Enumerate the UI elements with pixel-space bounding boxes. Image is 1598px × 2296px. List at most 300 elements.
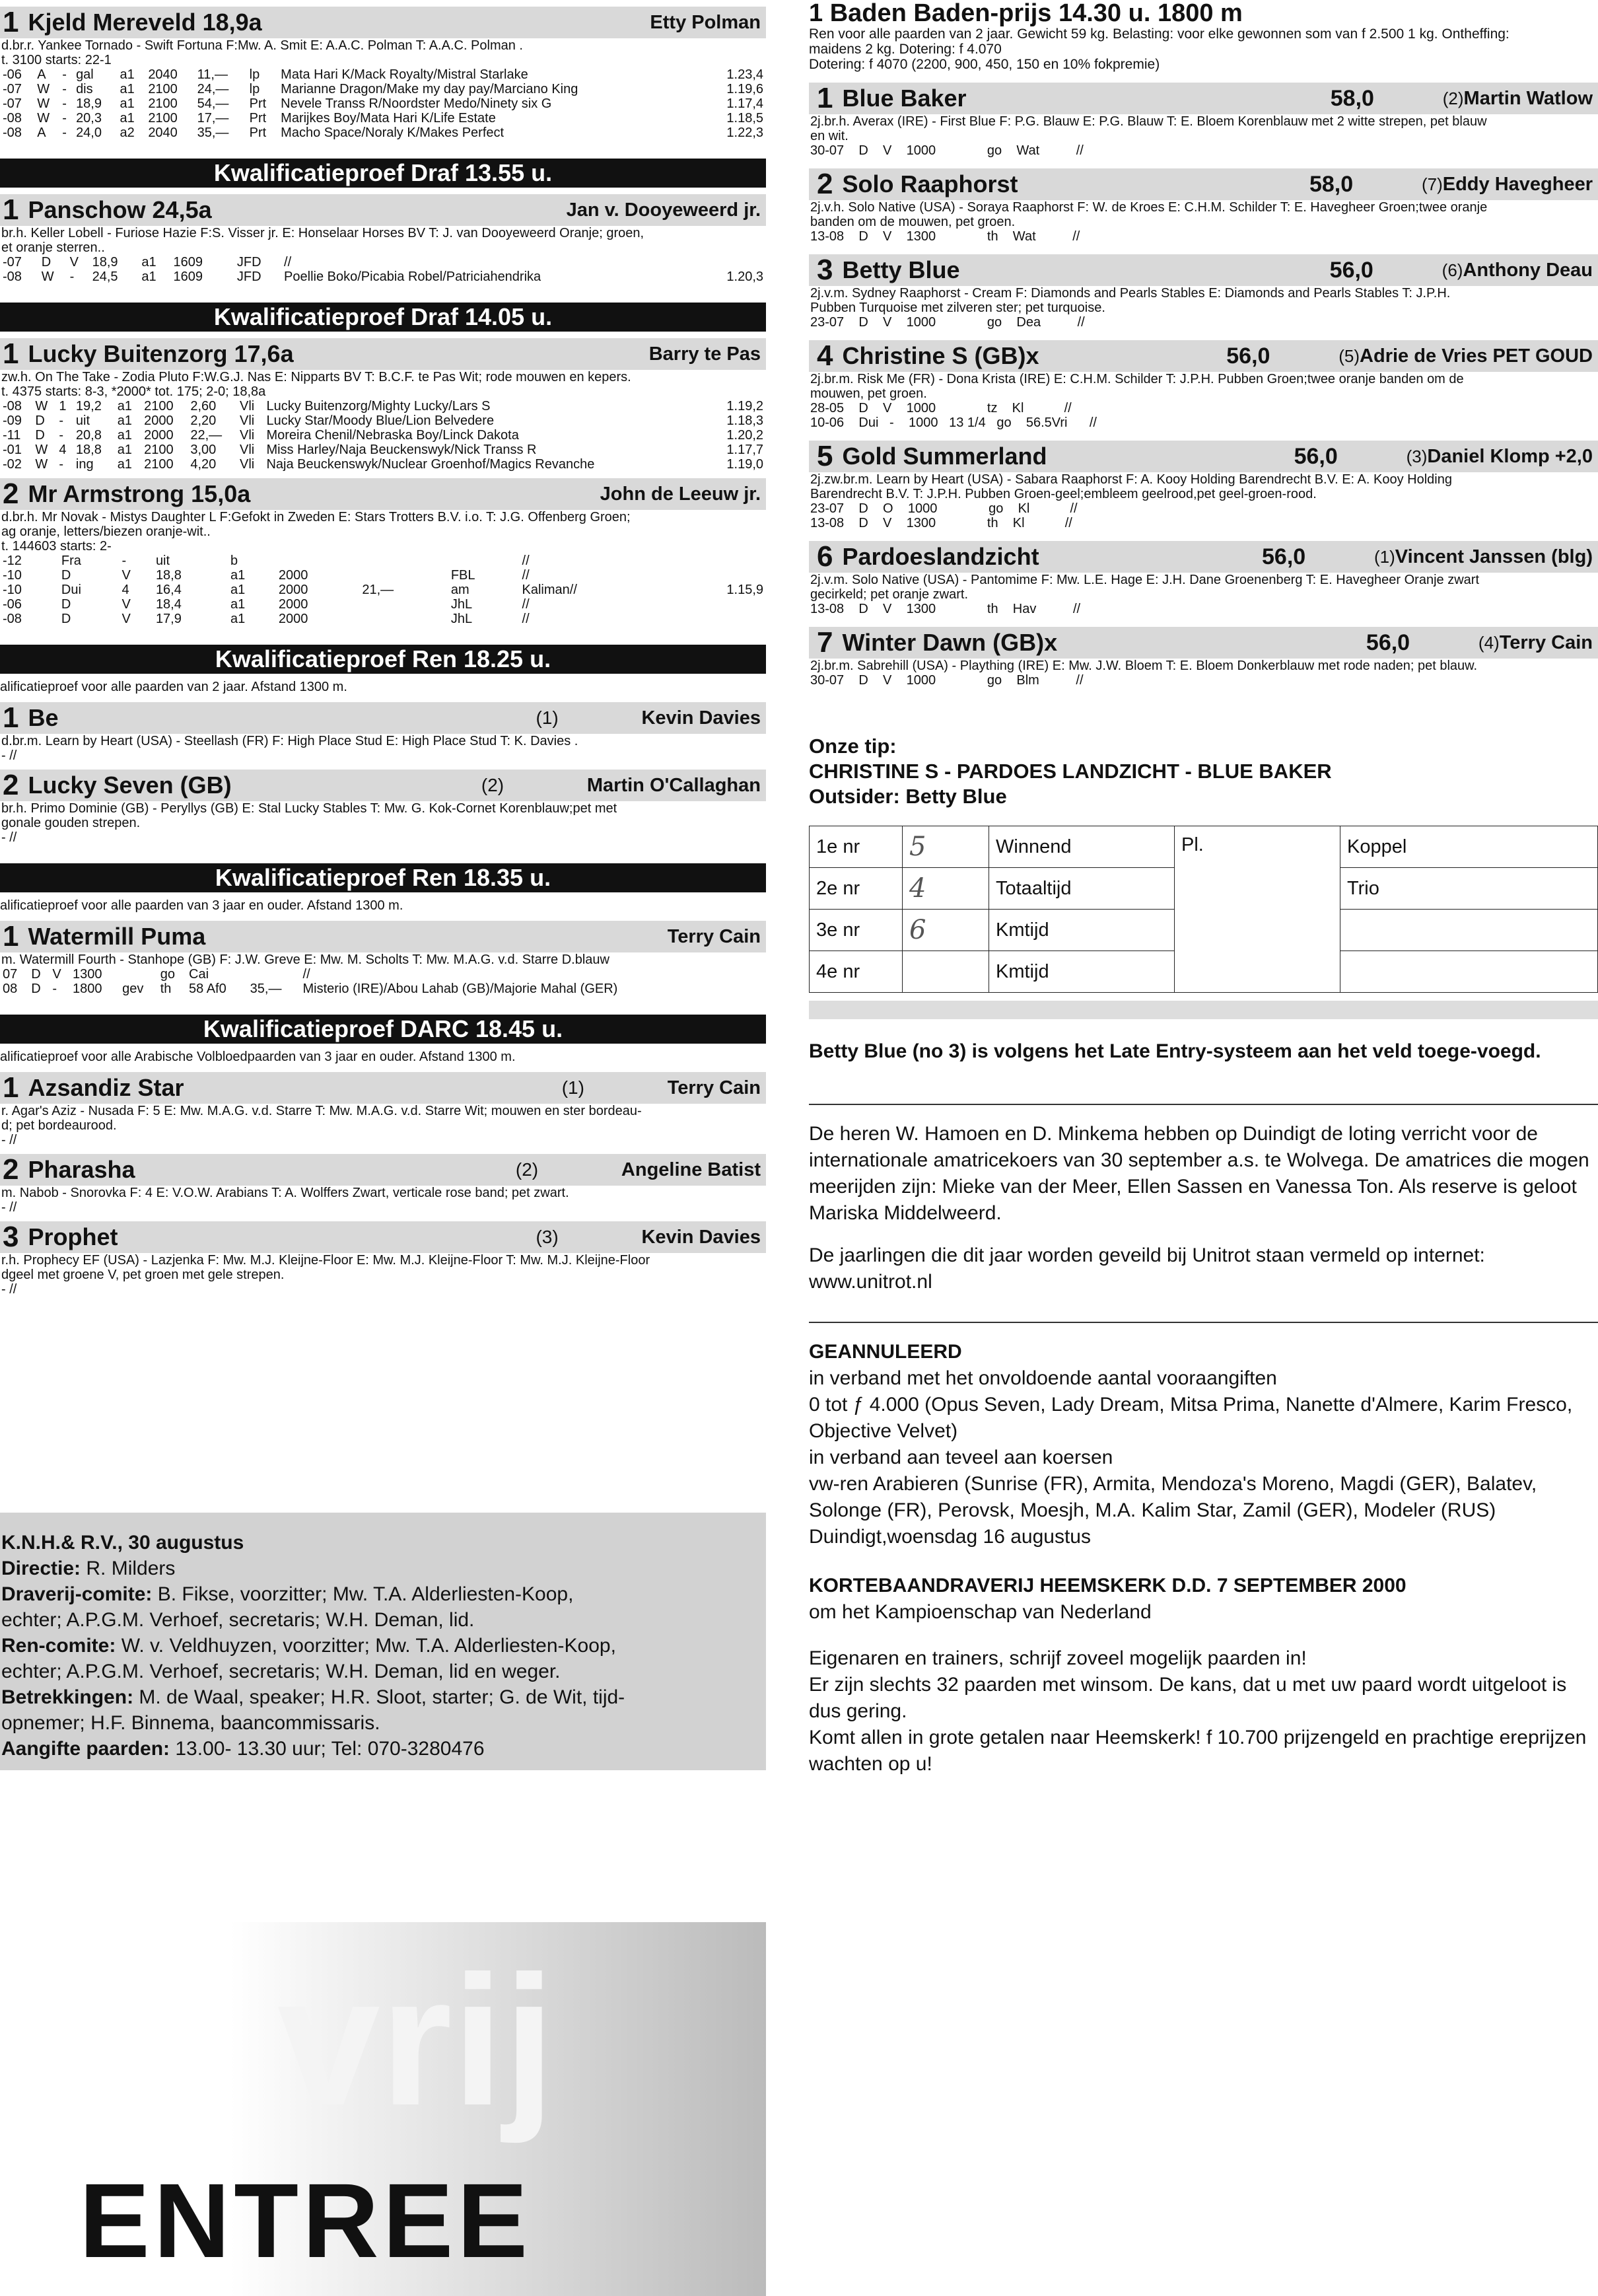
form-cell: 1.20,2 [726,428,763,443]
form-cell: D [61,597,71,612]
form-cell: Mata Hari K/Mack Royalty/Mistral Starlake [281,67,528,82]
kortebaan-subtitle: om het Kampioenschap van Nederland [809,1601,1152,1623]
form-cell: W [41,269,54,284]
horse-name: Lucky Buitenzorg 17,6a [28,340,294,367]
form-cell [359,597,448,612]
horse-info-line: t. 144603 starts: 2- [1,539,112,554]
form-cell: 1.22,3 [726,126,763,140]
form-cell: 2000 [144,413,174,428]
form-cell: 2000 [278,568,308,583]
horse-info-line: - // [1,1282,17,1297]
jockey-name: Daniel Klomp +2,0 [1427,445,1593,467]
form-cell: D [35,428,45,443]
form-cell: 4 [59,443,67,457]
form-cell: 1.23,4 [726,67,763,82]
geannuleerd-line: in verband met het onvoldoende aantal vooraangiften [809,1367,1277,1389]
horse-draw: (7) [1421,174,1443,194]
form-cell: 54,— [197,96,229,111]
form-cell: 2100 [144,399,174,413]
horse-header [0,478,766,510]
horse-entry [0,1154,766,1215]
horse-weight: 58,0 [1330,85,1374,111]
form-cell: Prt [249,126,267,140]
form-cell: 21,— [362,583,394,597]
form-cell: W [35,443,48,457]
announcement-text: echter; A.P.G.M. Verhoef, secretaris; W.H. Deman, lid. [1,1609,475,1631]
form-cell: 20,8 [75,428,102,443]
announcement-line [1,1607,766,1633]
horse-header [0,770,766,801]
horse-entry [0,338,766,472]
form-cell: JhL [450,612,473,626]
form-cell: -10 [3,568,22,583]
form-cell: 24,5 [92,269,118,284]
horse-header [809,627,1598,659]
jockey-name: Kevin Davies [641,707,761,729]
horse-header [0,7,766,38]
form-cell: a1 [117,443,132,457]
kortebaan-line: Komt allen in grote getalen naar Heemskerk! f 10.700 prijzengeld en prachtige ereprijzen wachten op u! [809,1727,1587,1775]
announcement-line [1,1556,766,1581]
entree-text: ENTREE [79,2161,532,2279]
form-cell: -01 [3,443,22,457]
announcement-line [1,1530,766,1556]
form-cell: am [450,583,469,597]
bet-grid [809,826,1598,993]
horse-number: 1 [3,194,19,226]
form-cell: V [122,612,131,626]
horse-info-line: Barendrecht B.V. T: J.P.H. Pubben Groen-geel;embleem geelrood,pet geel-groen-rood. [810,487,1317,501]
form-cell: Marianne Dragon/Make my day pay/Marciano King [281,82,578,96]
announcement-label: Betrekkingen: [1,1686,139,1708]
form-cell: gal [76,67,94,82]
form-cell [665,597,766,612]
form-row [0,111,766,126]
form-cell: 2100 [148,111,178,126]
jockey-name: Angeline Batist [621,1159,761,1180]
form-cell: -12 [3,554,22,568]
geannuleerd-line: in verband aan teveel aan koersen [809,1447,1113,1468]
form-cell: 1.17,4 [726,96,763,111]
form-cell: 2000 [278,612,308,626]
form-cell: 35,— [250,982,282,996]
horse-name: Solo Raaphorst [842,170,1018,197]
race-title: 1 Baden Baden-prijs 14.30 u. 1800 m [809,0,1243,27]
announcement-text: 13.00- 13.30 uur; Tel: 070-3280476 [175,1738,485,1760]
form-cell: th [160,982,172,996]
horse-info-line: 2j.v.h. Solo Native (USA) - Soraya Raaphorst F: W. de Kroes E: C.H.M. Schilder T: E. Havegheer Groen;twee oranje [810,200,1488,215]
form-cell: gev [122,982,144,996]
horse-entry [809,340,1598,430]
divider [809,1104,1598,1105]
form-cell: Vli [240,413,255,428]
form-row [0,612,766,626]
grid-cell: Kmtijd [989,910,1175,951]
horse-number: 6 [817,540,833,573]
form-row [0,554,766,568]
horse-name: Blue Baker [842,85,967,112]
form-cell: -11 [3,428,21,443]
geannuleerd-title: GEANNULEERD [809,1341,962,1363]
horse-info-line: t. 3100 starts: 22-1 [1,53,112,67]
horse-weight: (2) [481,775,504,795]
form-cell: D [31,967,41,982]
form-row [0,126,766,140]
announcement-box [0,1513,766,1770]
left-column [0,0,766,1297]
horse-weight: 58,0 [1309,171,1354,197]
form-cell: -07 [3,82,22,96]
form-cell: 2100 [144,457,174,472]
horse-entry [809,441,1598,530]
form-cell: 4,20 [190,457,217,472]
form-cell: uit [155,554,170,568]
horse-info-line: - // [1,1133,17,1147]
form-cell: - [59,428,63,443]
horse-info-line: 2j.v.m. Solo Native (USA) - Pantomime F: Mw. L.E. Hage E: J.H. Dane Groenenberg T: E. Havegheer Oranje zwart [810,573,1479,587]
horse-header [0,1221,766,1253]
form-cell: Vli [240,399,255,413]
form-cell: // [284,255,292,269]
form-cell: Kaliman// [522,583,577,597]
form-table [0,255,766,284]
condition-line: Dotering: f 4070 (2200, 900, 450, 150 en 10% fokpremie) [809,57,1160,72]
form-cell: -08 [3,612,22,626]
horse-info-line: d; pet bordeaurood. [1,1118,117,1133]
form-cell: Vli [240,457,255,472]
form-cell: a1 [141,255,156,269]
geannuleerd-line: vw-ren Arabieren (Sunrise (FR), Armita, Mendoza's Moreno, Magdi (GER), Balatev, Solonge (FR), Perovsk, Moesjh, M.A. Kalim Star, Zamil (GER), Modeler (RUS) [809,1473,1537,1521]
form-cell: 2040 [148,126,178,140]
form-cell [359,612,448,626]
form-cell: // [522,554,530,568]
horse-info-line: 28-05 D V 1000 tz Kl // [810,401,1072,415]
horse-entry [809,83,1598,158]
horse-info-line: 13-08 D V 1300 th Hav // [810,602,1081,616]
horse-info-line: - // [1,748,17,763]
form-cell: JFD [236,255,261,269]
form-cell: 1.17,7 [726,443,763,457]
form-cell: Lucky Buitenzorg/Mighty Lucky/Lars S [266,399,491,413]
announcement-label: Directie: [1,1558,87,1579]
horse-header [809,83,1598,114]
form-table [0,399,766,472]
form-cell: 1609 [173,269,203,284]
horse-info-line: 2j.v.m. Sydney Raaphorst - Cream F: Diamonds and Pearls Stables E: Diamonds and Pearls Stables T: J.P.H. [810,286,1451,301]
announcement-text: M. de Waal, speaker; H.R. Sloot, starter; G. de Wit, tijd- [139,1686,625,1708]
horse-number: 2 [3,769,19,801]
form-row [0,67,766,82]
horse-number: 1 [3,6,19,38]
form-cell [120,967,158,982]
grid-cell: 5 [903,826,989,868]
horse-info-line: m. Watermill Fourth - Stanhope (GB) F: J.W. Greve E: Mw. M. Scholts T: Mw. M.A.G. v.d. Starre D.blauw [1,952,609,967]
horse-number: 3 [3,1221,19,1253]
announcement-text: W. v. Veldhuyzen, voorzitter; Mw. T.A. Alderliesten-Koop, [121,1635,616,1657]
form-cell: - [62,111,67,126]
horse-name: Winter Dawn (GB)x [842,629,1058,656]
horse-weight: 56,0 [1294,443,1338,469]
form-cell: 18,9 [92,255,118,269]
right-column [809,0,1598,1777]
horse-number: 1 [3,1071,19,1104]
horse-name: Pardoeslandzicht [842,543,1039,570]
form-cell: // [302,967,310,982]
form-cell: 19,2 [75,399,102,413]
kortebaan-title: KORTEBAANDRAVERIJ HEEMSKERK D.D. 7 SEPTEMBER 2000 [809,1575,1407,1596]
horse-name: Betty Blue [842,256,960,283]
horse-info-line: d.br.r. Yankee Tornado - Swift Fortuna F:Mw. A. Smit E: A.A.C. Polman T: A.A.C. Polman . [1,38,523,53]
horse-info-line: br.h. Keller Lobell - Furiose Hazie F:S. Visser jr. E: Honselaar Horses BV T: J. van Dooyeweerd Oranje; groen, [1,226,644,240]
kortebaan-line: Eigenaren en trainers, schrijf zoveel mogelijk paarden in! [809,1647,1307,1669]
form-row [0,967,766,982]
form-cell: 2,60 [190,399,217,413]
form-cell: 1.19,2 [726,399,763,413]
horse-draw: (6) [1442,260,1463,280]
yearlings-paragraph: De jaarlingen die dit jaar worden geveild bij Unitrot staan vermeld op internet: www.unitrot.nl [809,1244,1485,1293]
form-cell: 1.19,0 [726,457,763,472]
form-cell: Poellie Boko/Picabia Robel/Patriciahendrika [284,269,541,284]
grid-cell [903,951,989,993]
horse-info-line: 2j.br.m. Risk Me (FR) - Dona Krista (IRE) E: C.H.M. Schilder T: J.P.H. Pubben Groen;twee oranje banden om de [810,372,1464,386]
race-header-bar: Kwalificatieproef Draf 14.05 u. [0,303,766,332]
form-row [0,269,766,284]
grid-cell: Trio [1340,868,1598,910]
form-row [0,413,766,428]
form-cell: a1 [230,597,246,612]
announcement-label: Ren-comite: [1,1635,122,1657]
horse-number: 4 [817,340,833,372]
grid-cell: 6 [903,910,989,951]
horse-entry [809,254,1598,330]
form-cell: -09 [3,413,22,428]
form-cell: Prt [249,96,267,111]
form-cell: - [122,554,127,568]
grid-cell [1340,910,1598,951]
form-cell [758,967,766,982]
form-cell: Moreira Chenil/Nebraska Boy/Linck Dakota [266,428,519,443]
tip-line: Outsider: Betty Blue [809,785,1007,808]
form-cell: 1800 [72,982,102,996]
horse-entry [809,168,1598,244]
form-cell: V [52,967,61,982]
form-cell: - [59,413,63,428]
horse-info-line: 2j.br.m. Sabrehill (USA) - Plaything (IRE) E: Mw. J.W. Bloem T: E. Bloem Donkerblauw met rode naden; pet blauw. [810,659,1478,673]
form-cell: 17,9 [155,612,182,626]
form-cell [248,967,300,982]
grid-cell: 4 [903,868,989,910]
form-cell: -07 [3,96,22,111]
form-cell: 07 [3,967,18,982]
horse-entry [0,702,766,763]
horse-info-line: - // [1,1200,17,1215]
horse-entry [809,541,1598,616]
form-cell: W [37,96,50,111]
form-cell: 1609 [173,255,203,269]
form-cell: A [37,126,46,140]
announcement-line [1,1581,766,1607]
announcement-line [1,1736,766,1762]
horse-header [809,168,1598,200]
jockey-name: Jan v. Dooyeweerd jr. [566,199,761,221]
horse-weight: 56,0 [1366,629,1410,655]
form-row [0,96,766,111]
grid-cell: Koppel [1340,826,1598,868]
jockey-name: Kevin Davies [641,1226,761,1248]
form-row [0,82,766,96]
horse-name: Mr Armstrong 15,0a [28,480,251,507]
horse-info-line: 13-08 D V 1300 th Kl // [810,516,1072,530]
jockey-name: Anthony Deau [1463,259,1593,281]
form-row [0,583,766,597]
race-condition: alificatieproef voor alle Arabische Volbloedpaarden van 3 jaar en ouder. Afstand 1300 m. [0,1050,516,1064]
form-cell: - [59,457,63,472]
horse-info-line: zw.h. On The Take - Zodia Pluto F:W.G.J. Nas E: Nipparts BV T: B.C.F. te Pas Wit; rode mouwen en kepers. [1,370,631,384]
jockey-name: Etty Polman [650,11,761,33]
jockey-name: Adrie de Vries PET GOUD [1360,345,1593,367]
tip-line: CHRISTINE S - PARDOES LANDZICHT - BLUE BAKER [809,760,1332,783]
form-cell: Fra [61,554,81,568]
horse-name: Azsandiz Star [28,1074,184,1101]
horse-info-line: en wit. [810,129,849,143]
form-cell [226,269,234,284]
form-cell: -08 [3,269,22,284]
grid-cell: Totaaltijd [989,868,1175,910]
horse-weight: (1) [561,1077,584,1098]
horse-info-line: banden om de mouwen, pet groen. [810,215,1016,229]
gray-band [809,1001,1598,1019]
form-cell: D [35,413,45,428]
form-cell: -10 [3,583,22,597]
tip-line: Onze tip: [809,735,897,758]
form-cell: Marijkes Boy/Mata Hari K/Life Estate [281,111,496,126]
form-cell: D [31,982,41,996]
horse-name: Pharasha [28,1156,135,1183]
horse-header [0,1072,766,1104]
form-cell: 1.15,9 [726,583,763,597]
jockey-name: Eddy Havegheer [1442,173,1593,195]
form-row [0,428,766,443]
form-row [0,597,766,612]
grid-cell: Pl. [1175,826,1340,993]
announcement-line [1,1633,766,1659]
form-cell: a1 [141,269,156,284]
form-cell: -08 [3,126,22,140]
horse-entry [0,1072,766,1147]
horse-name: Watermill Puma [28,923,206,950]
form-cell: -08 [3,399,22,413]
horse-name: Kjeld Mereveld 18,9a [28,9,262,36]
form-cell: 20,3 [76,111,102,126]
horse-number: 2 [3,478,19,510]
horse-name: Lucky Seven (GB) [28,771,232,799]
form-row [0,982,766,996]
form-cell: FBL [450,568,475,583]
form-cell: 1300 [72,967,102,982]
form-cell [448,554,520,568]
form-cell: JhL [450,597,473,612]
horse-info-line: et oranje sterren.. [1,240,105,255]
form-row [0,443,766,457]
horse-number: 1 [3,338,19,370]
horse-info-line: 10-06 Dui - 1000 13 1/4 go 56.5Vri // [810,415,1097,430]
horse-draw: (2) [1442,88,1464,108]
horse-draw: (4) [1478,632,1500,653]
form-cell: 11,— [197,67,228,82]
form-cell: D [61,568,71,583]
horse-info-line: ag oranje, letters/biezen oranje-wit.. [1,524,211,539]
form-cell: 24,0 [76,126,102,140]
kortebaan-list [809,1645,1598,1777]
horse-info-line: 23-07 D V 1000 go Dea // [810,315,1085,330]
form-cell: b [230,554,238,568]
form-cell: // [522,568,530,583]
horse-entry [0,921,766,996]
horse-header [809,254,1598,286]
form-cell: // [522,612,530,626]
jockey-name: Vincent Janssen (blg) [1395,546,1593,567]
horse-info-line: mouwen, pet groen. [810,386,927,401]
form-row [0,568,766,583]
horse-number: 1 [817,82,833,114]
form-cell: a1 [117,457,132,472]
horse-weight: (2) [515,1159,539,1180]
horse-draw: (5) [1338,345,1360,366]
form-cell: Macho Space/Noraly K/Makes Perfect [281,126,504,140]
form-cell: a1 [120,82,135,96]
horse-header [809,340,1598,372]
form-cell: 16,4 [155,583,182,597]
form-cell: Vli [240,443,255,457]
horse-info-line: br.h. Primo Dominie (GB) - Peryllys (GB) E: Stal Lucky Stables T: Mw. G. Kok-Cornet Korenblauw;pet met [1,801,617,816]
form-cell: 3,00 [190,443,217,457]
form-cell: W [35,457,48,472]
form-cell: JFD [236,269,261,284]
horse-header [0,194,766,226]
horse-header [0,702,766,734]
form-cell: ing [75,457,94,472]
horse-entry [0,478,766,626]
geannuleerd-list [809,1365,1598,1550]
form-cell: - [52,982,57,996]
form-cell: - [62,126,67,140]
form-cell: D [61,612,71,626]
form-cell [758,982,766,996]
announcement-line [1,1659,766,1684]
horse-entry [0,194,766,284]
horse-info-line: d.br.m. Learn by Heart (USA) - Steellash (FR) F: High Place Stud E: High Place Stud T: K. Davies . [1,734,578,748]
announcement-label: Draverij-comite: [1,1583,158,1605]
jockey-name: John de Leeuw jr. [600,483,761,505]
form-cell: Prt [249,111,267,126]
race-condition: alificatieproef voor alle paarden van 2 jaar. Afstand 1300 m. [0,680,347,694]
form-cell [699,255,766,269]
grid-cell: 2e nr [810,868,903,910]
form-cell [276,554,359,568]
race-header-bar: Kwalificatieproef Draf 13.55 u. [0,159,766,188]
grid-cell: 1e nr [810,826,903,868]
geannuleerd-line: Duindigt,woensdag 16 augustus [809,1526,1091,1548]
form-cell: 1.18,3 [726,413,763,428]
horse-weight: (1) [536,707,559,728]
form-cell: Nevele Transs R/Noordster Medo/Ninety six G [281,96,552,111]
form-cell: V [69,255,79,269]
announcement-text: opnemer; H.F. Binnema, baancommissaris. [1,1712,380,1734]
jockey-name: Barry te Pas [648,343,761,365]
form-cell: 17,— [197,111,229,126]
form-cell: dis [76,82,93,96]
form-cell: 2,20 [190,413,217,428]
